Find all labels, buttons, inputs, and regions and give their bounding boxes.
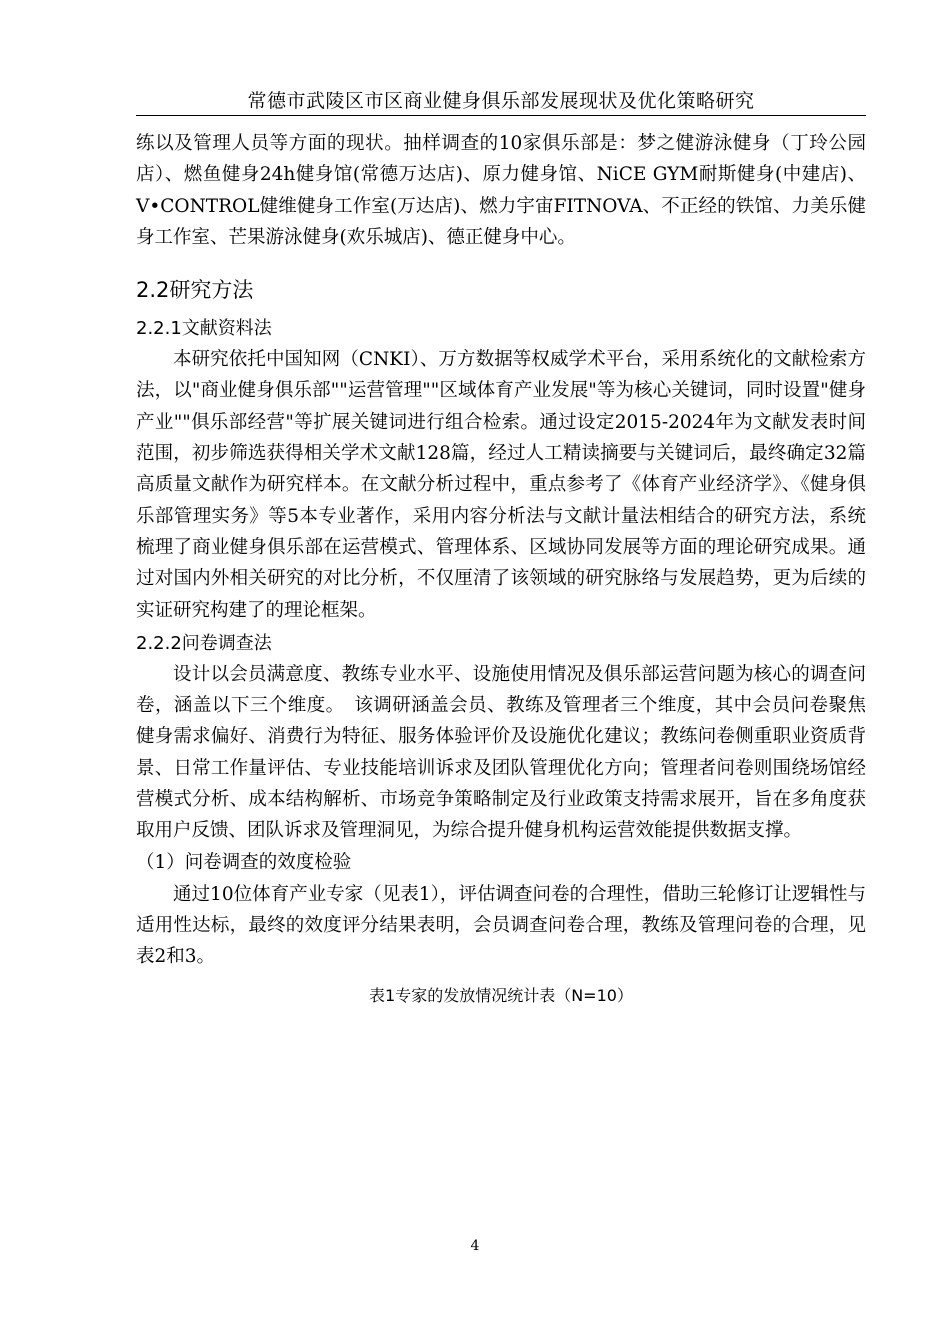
questionnaire-method-paragraph: 设计以会员满意度、教练专业水平、设施使用情况及俱乐部运营问题为核心的调查问卷，涵盖以下三个维度。 该调研涵盖会员、教练及管理者三个维度，其中会员问卷聚焦健身需求偏好、消费行为特征、服务体验评价及设施优化建议；教练问卷侧重职业资质背景、日常工作量评估、专业技能培训诉求及团队管理优化方向；管理者问卷则围绕场馆经营模式分析、成本结构解析、市场竞争策略制定及行业政策支持需求展开，旨在多角度获取用户反馈、团队诉求及管理洞见，为综合提升健身机构运营效能提供数据支撑。 [136,663,866,842]
literature-method-paragraph: 本研究依托中国知网（CNKI）、万方数据等权威学术平台，采用系统化的文献检索方法，以"商业健身俱乐部""运营管理""区域体育产业发展"等为核心关键词，同时设置"健身产业""俱乐部经营"等扩展关键词进行组合检索。通过设定2015-2024年为文献发表时间范围，初步筛选获得相关学术文献128篇，经过人工精读摘要与关键词后，最终确定32篇高质量文献作为研究样本。在文献分析过程中，重点参考了《体育产业经济学》、《健身俱乐部管理实务》等5本专业著作，采用内容分析法与文献计量法相结合的研究方法，系统梳理了商业健身俱乐部在运营模式、管理体系、区域协同发展等方面的理论研究成果。通过对国内外相关研究的对比分析，不仅厘清了该领域的研究脉络与发展趋势，更为后续的实证研究构建了的理论框架。 [136,349,866,621]
page-body [136,128,866,1011]
validity-subheading: （1）问卷调查的效度检验 [136,851,352,873]
table-caption: 表1专家的发放情况统计表（N=10） [369,985,633,1005]
running-header: 常德市武陵区市区商业健身俱乐部发展现状及优化策略研究 [247,90,755,112]
subsection-heading-2-2-2: 2.2.2问卷调查法 [136,632,272,654]
section-heading-2-2: 2.2研究方法 [136,278,254,303]
subsection-heading-2-2-1: 2.2.1文献资料法 [136,318,272,340]
page-number: 4 [470,1238,480,1254]
intro-paragraph: 练以及管理人员等方面的现状。抽样调查的10家俱乐部是：梦之健游泳健身（丁玲公园店）、燃鱼健身24h健身馆(常德万达店)、原力健身馆、NiCE GYM耐斯健身(中建店)、V•CONTROL健维健身工作室(万达店)、燃力宇宙FITNOVA、不正经的铁馆、力美乐健身工作室、芒果游泳健身(欢乐城店)、德正健身中心。 [136,133,866,248]
validity-paragraph: 通过10位体育产业专家（见表1），评估调查问卷的合理性，借助三轮修订让逻辑性与适用性达标，最终的效度评分结果表明，会员调查问卷合理，教练及管理问卷的合理，见表2和3。 [136,883,866,968]
header-divider [136,115,866,116]
